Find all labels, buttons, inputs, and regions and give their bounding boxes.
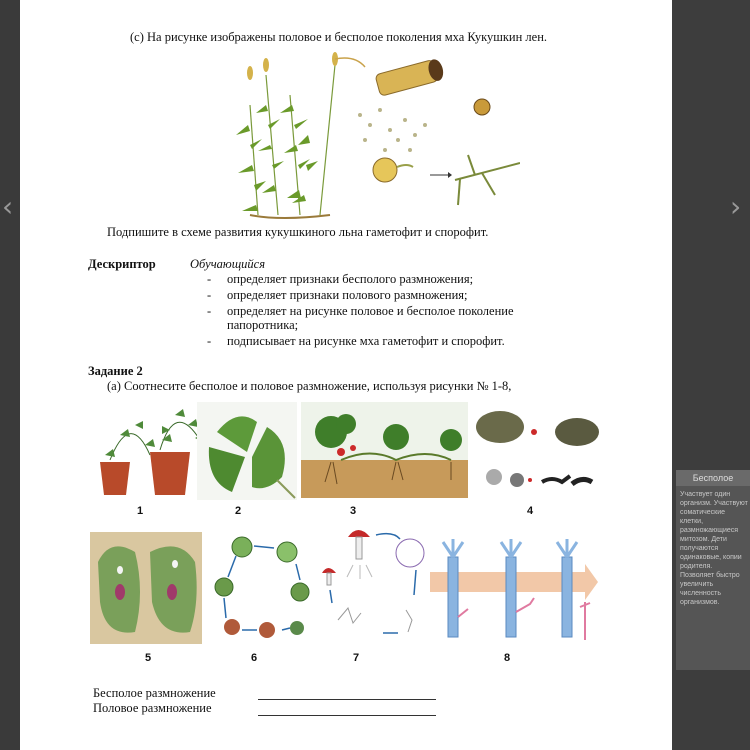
sexual-label: Половое размножение: [93, 701, 212, 715]
asexual-label: Бесполое размножение: [93, 686, 216, 700]
sexual-answer-line[interactable]: [258, 702, 436, 716]
figure-number-7: 7: [353, 652, 360, 664]
protonema-icon: [455, 155, 520, 205]
figure-8-hydra-budding: [430, 532, 598, 640]
spore-capsule-icon: [375, 58, 445, 97]
descriptor-label: Дескриптор: [88, 257, 156, 271]
descriptor-item-2: определяет признаки полового размножения;: [227, 288, 468, 302]
figure-number-2: 2: [235, 505, 242, 517]
figure-5-organism-division: [90, 532, 202, 644]
descriptor-item-3-cont: папоротника;: [227, 318, 299, 332]
figure-3-strawberry: [301, 402, 468, 498]
descriptor-dash-2: -: [207, 288, 212, 302]
side-panel-title: Бесполое: [676, 470, 750, 486]
figure-number-8: 8: [504, 652, 511, 664]
background-right: [672, 0, 750, 750]
side-panel-text: Участвует один организм. Участвуют соматические клетки, размножающиеся митозом. Дети получаются одинаковые, копии родителя. Позволяет быстро увеличить численность организмов.: [680, 491, 748, 606]
descriptor-item-3: определяет на рисунке половое и бесполое поколение: [227, 304, 514, 318]
figure-number-3: 3: [350, 505, 357, 517]
task-c-prompt: (c) На рисунке изображены половое и бесполое поколения мха Кукушкин лен.: [130, 30, 548, 44]
descriptor-dash-3: -: [207, 304, 212, 318]
document-page: [20, 0, 672, 750]
moss-lifecycle-illustration: [220, 45, 520, 225]
background-left: [0, 0, 20, 750]
figure-2-leaf: [197, 402, 297, 500]
descriptor-dash-1: -: [207, 272, 212, 286]
figure-4-frog-cycle: [472, 402, 602, 498]
figure-6-algae-cycle: [212, 532, 314, 642]
figure-number-1: 1: [137, 505, 144, 517]
asexual-answer-line[interactable]: [258, 686, 436, 700]
figure-7-mushroom-cycle: [318, 525, 430, 643]
descriptor-item-4: подписывает на рисунке мха гаметофит и спорофит.: [227, 334, 505, 348]
figure-1-potted-plants: [90, 400, 210, 500]
descriptor-student: Обучающийся: [190, 257, 266, 271]
task2-prompt: (а) Соотнесите бесполое и половое размножение, используя рисунки № 1-8,: [107, 379, 512, 393]
chevron-right-icon[interactable]: ›: [730, 190, 742, 223]
figure-number-6: 6: [251, 652, 258, 664]
figure-number-4: 4: [527, 505, 534, 517]
task-c-instruction: Подпишите в схеме развития кукушкиного льна гаметофит и спорофит.: [107, 225, 489, 239]
figure-number-5: 5: [145, 652, 152, 664]
descriptor-dash-4: -: [207, 334, 212, 348]
side-panel: [676, 470, 750, 670]
chevron-left-icon[interactable]: ‹: [2, 190, 14, 223]
descriptor-item-1: определяет признаки бесполого размножения;: [227, 272, 474, 286]
task2-heading: Задание 2: [88, 364, 143, 378]
